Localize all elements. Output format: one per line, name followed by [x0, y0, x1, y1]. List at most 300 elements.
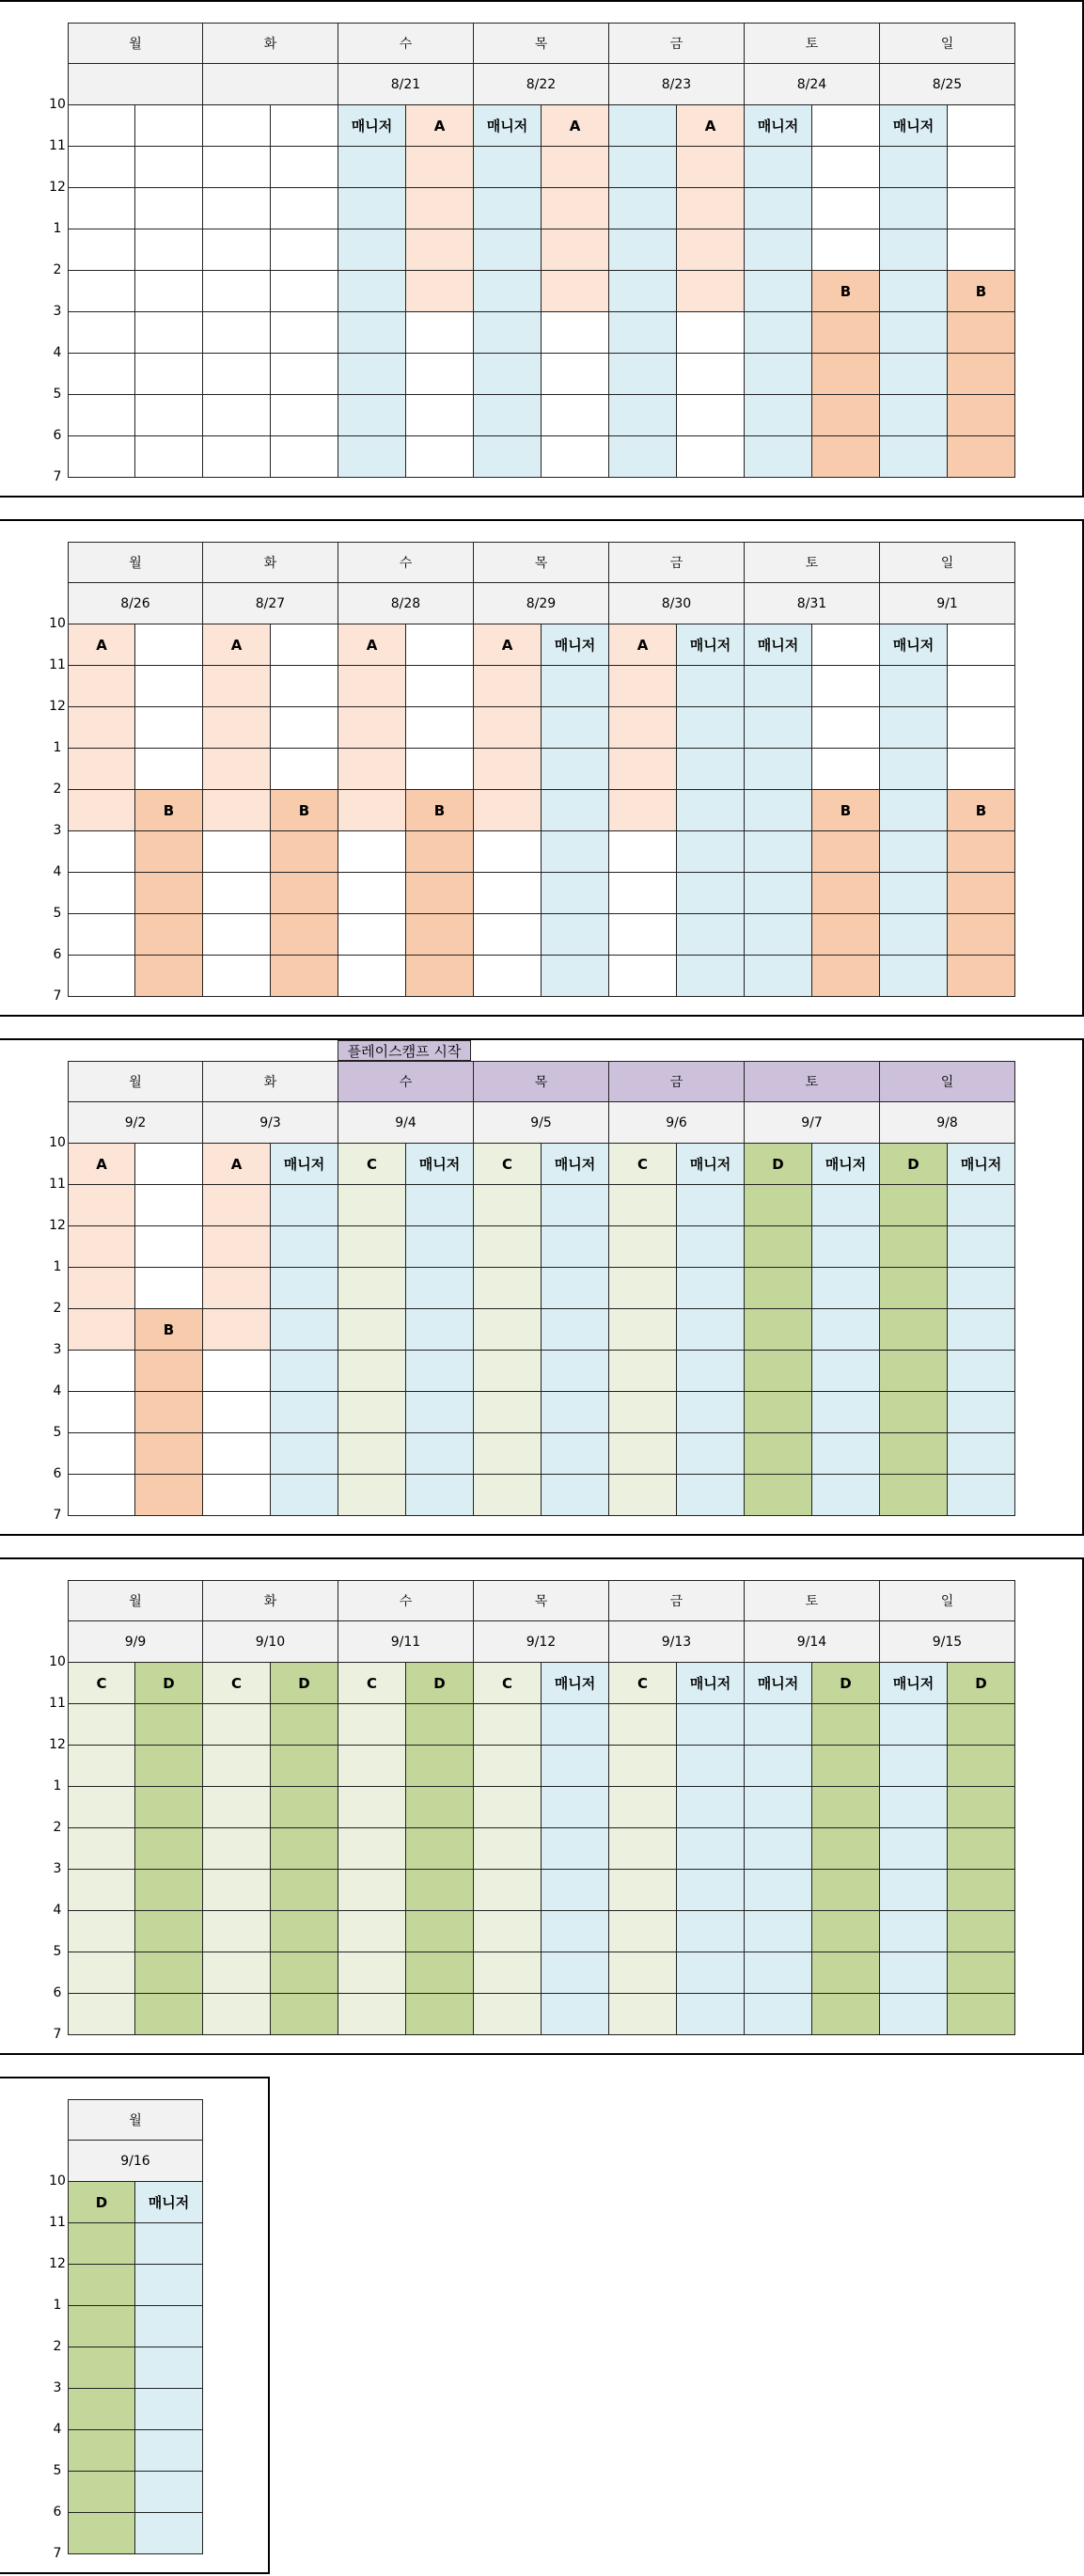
date-cell: 8/22	[474, 64, 609, 105]
shift-cell	[880, 1309, 948, 1351]
hour-label: 3	[53, 1861, 62, 1876]
shift-cell	[677, 1787, 745, 1828]
shift-cell	[135, 2347, 203, 2389]
shift-cell: C	[338, 1144, 406, 1185]
shift-cell	[677, 1828, 745, 1870]
shift-cell	[812, 147, 880, 188]
shift-cell	[745, 1952, 812, 1994]
time-slot-row	[68, 790, 1015, 831]
shift-cell	[203, 1828, 271, 1870]
shift-cell	[948, 1746, 1015, 1787]
day-name-cell: 월	[68, 542, 203, 583]
shift-cell	[271, 271, 338, 312]
hour-label: 10	[49, 616, 66, 631]
shift-cell	[880, 873, 948, 914]
shift-cell	[542, 790, 609, 831]
shift-cell	[542, 188, 609, 229]
shift-cell: C	[474, 1663, 542, 1704]
shift-cell	[812, 1704, 880, 1746]
shift-cell	[68, 1870, 135, 1911]
day-name-cell: 월	[68, 1580, 203, 1621]
shift-cell	[948, 1268, 1015, 1309]
shift-cell: 매니저	[271, 1144, 338, 1185]
time-slot-row	[68, 1144, 1015, 1185]
shift-cell: B	[948, 790, 1015, 831]
shift-cell	[271, 1185, 338, 1226]
shift-cell	[542, 1994, 609, 2035]
shift-cell: 매니저	[880, 105, 948, 147]
hour-label: 7	[53, 1508, 62, 1523]
shift-cell	[745, 1870, 812, 1911]
shift-cell	[271, 1433, 338, 1475]
time-slot-row	[68, 2223, 203, 2265]
shift-cell	[474, 1994, 542, 2035]
shift-cell	[135, 873, 203, 914]
day-name-row	[68, 23, 1015, 64]
shift-cell	[948, 147, 1015, 188]
time-slot-row	[68, 1392, 1015, 1433]
time-slot-row	[68, 666, 1015, 707]
time-slot-row	[68, 1870, 1015, 1911]
shift-cell	[948, 229, 1015, 271]
shift-cell	[609, 914, 677, 956]
shift-cell	[203, 1746, 271, 1787]
shift-cell	[68, 1351, 135, 1392]
shift-cell	[135, 1144, 203, 1185]
hour-label: 11	[49, 1696, 66, 1711]
shift-cell: C	[338, 1663, 406, 1704]
shift-cell	[271, 229, 338, 271]
shift-cell	[948, 1433, 1015, 1475]
hour-label: 6	[53, 1985, 62, 2000]
shift-cell	[880, 1911, 948, 1952]
shift-cell	[745, 312, 812, 354]
shift-cell: B	[406, 790, 474, 831]
shift-cell	[203, 707, 271, 749]
shift-cell	[474, 873, 542, 914]
date-cell: 9/6	[609, 1102, 745, 1144]
shift-cell	[609, 229, 677, 271]
shift-cell	[68, 1309, 135, 1351]
shift-cell	[609, 1828, 677, 1870]
date-row	[68, 1621, 1015, 1663]
shift-cell	[203, 831, 271, 873]
shift-cell	[474, 666, 542, 707]
shift-cell	[745, 1268, 812, 1309]
date-cell: 9/9	[68, 1621, 203, 1663]
shift-cell	[135, 707, 203, 749]
date-cell: 9/3	[203, 1102, 338, 1144]
shift-cell	[406, 1746, 474, 1787]
shift-cell	[880, 666, 948, 707]
shift-cell	[135, 956, 203, 997]
hour-label: 7	[53, 2546, 62, 2561]
shift-cell	[135, 749, 203, 790]
shift-cell	[474, 229, 542, 271]
shift-cell	[406, 1433, 474, 1475]
shift-cell	[474, 956, 542, 997]
shift-cell	[948, 105, 1015, 147]
date-cell: 9/12	[474, 1621, 609, 1663]
hour-label: 2	[53, 262, 62, 277]
hour-label: 11	[49, 138, 66, 153]
shift-cell	[338, 271, 406, 312]
shift-cell	[68, 436, 135, 478]
shift-cell	[880, 188, 948, 229]
week-panel	[0, 2077, 270, 2574]
shift-cell	[812, 1952, 880, 1994]
shift-cell	[68, 105, 135, 147]
time-slot-row	[68, 2472, 203, 2513]
shift-cell	[68, 1433, 135, 1475]
shift-cell: D	[68, 2182, 135, 2223]
shift-cell	[812, 1746, 880, 1787]
shift-cell	[812, 1787, 880, 1828]
shift-cell	[542, 1787, 609, 1828]
shift-cell	[203, 105, 271, 147]
shift-cell	[880, 956, 948, 997]
shift-cell	[542, 749, 609, 790]
shift-cell	[812, 1828, 880, 1870]
shift-cell	[609, 436, 677, 478]
shift-cell	[812, 1911, 880, 1952]
shift-cell	[812, 749, 880, 790]
shift-cell	[406, 1828, 474, 1870]
day-name-cell: 일	[880, 1061, 1015, 1102]
shift-cell	[474, 312, 542, 354]
shift-cell	[406, 914, 474, 956]
shift-cell: 매니저	[880, 624, 948, 666]
shift-cell: 매니저	[880, 1663, 948, 1704]
shift-cell	[203, 749, 271, 790]
shift-cell	[135, 1475, 203, 1516]
shift-cell	[338, 1185, 406, 1226]
shift-cell	[406, 1309, 474, 1351]
shift-cell	[406, 1226, 474, 1268]
time-slot-row	[68, 2513, 203, 2554]
shift-cell	[203, 1787, 271, 1828]
date-cell	[203, 64, 338, 105]
shift-cell	[474, 271, 542, 312]
time-slot-row	[68, 1226, 1015, 1268]
shift-cell	[609, 312, 677, 354]
shift-cell	[338, 1870, 406, 1911]
shift-cell	[542, 1433, 609, 1475]
shift-cell	[406, 873, 474, 914]
shift-cell	[880, 831, 948, 873]
shift-cell: D	[271, 1663, 338, 1704]
time-slot-row	[68, 2430, 203, 2472]
shift-cell	[948, 1787, 1015, 1828]
shift-cell	[745, 707, 812, 749]
shift-cell	[880, 395, 948, 436]
hour-label: 11	[49, 1177, 66, 1192]
shift-cell: A	[68, 1144, 135, 1185]
shift-cell	[68, 831, 135, 873]
shift-cell: D	[135, 1663, 203, 1704]
shift-cell	[542, 1268, 609, 1309]
hour-label: 1	[53, 1778, 62, 1794]
date-cell: 9/1	[880, 583, 1015, 624]
shift-cell: A	[203, 624, 271, 666]
shift-cell	[271, 707, 338, 749]
shift-cell	[203, 436, 271, 478]
shift-cell	[203, 229, 271, 271]
time-slot-row	[68, 2265, 203, 2306]
shift-cell	[812, 956, 880, 997]
shift-cell	[745, 1185, 812, 1226]
day-name-cell: 화	[203, 1580, 338, 1621]
hour-label: 7	[53, 2027, 62, 2042]
shift-cell	[68, 2306, 135, 2347]
shift-cell	[406, 395, 474, 436]
time-slot-row	[68, 749, 1015, 790]
hour-label: 1	[53, 2298, 62, 2313]
shift-cell	[948, 354, 1015, 395]
hour-label: 6	[53, 947, 62, 962]
shift-cell	[542, 1746, 609, 1787]
shift-cell	[880, 914, 948, 956]
hour-label: 11	[49, 657, 66, 672]
shift-cell	[203, 1911, 271, 1952]
shift-cell: C	[474, 1144, 542, 1185]
shift-cell	[474, 790, 542, 831]
hour-label: 1	[53, 221, 62, 236]
shift-cell	[542, 1309, 609, 1351]
shift-cell	[474, 749, 542, 790]
shift-cell	[271, 749, 338, 790]
shift-cell	[948, 1952, 1015, 1994]
day-name-cell: 화	[203, 542, 338, 583]
shift-cell	[406, 1870, 474, 1911]
date-cell: 9/14	[745, 1621, 880, 1663]
shift-cell	[474, 1226, 542, 1268]
shift-cell	[812, 354, 880, 395]
shift-cell: 매니저	[474, 105, 542, 147]
shift-cell	[271, 1309, 338, 1351]
shift-cell	[338, 1994, 406, 2035]
shift-cell	[812, 831, 880, 873]
hour-label: 6	[53, 1466, 62, 1481]
day-name-row	[68, 542, 1015, 583]
shift-cell: C	[203, 1663, 271, 1704]
shift-cell	[948, 436, 1015, 478]
shift-cell	[745, 271, 812, 312]
shift-cell: D	[812, 1663, 880, 1704]
shift-cell	[609, 147, 677, 188]
shift-cell	[271, 1828, 338, 1870]
time-slot-row	[68, 1185, 1015, 1226]
shift-cell	[677, 1911, 745, 1952]
shift-cell	[609, 1226, 677, 1268]
shift-cell	[406, 707, 474, 749]
time-slot-row	[68, 2389, 203, 2430]
shift-cell	[677, 436, 745, 478]
shift-cell	[474, 1433, 542, 1475]
shift-cell	[203, 1351, 271, 1392]
date-cell: 8/26	[68, 583, 203, 624]
shift-cell	[338, 666, 406, 707]
shift-cell	[474, 1828, 542, 1870]
shift-cell	[338, 1911, 406, 1952]
day-name-row	[68, 2099, 203, 2141]
shift-cell	[948, 1392, 1015, 1433]
shift-cell	[677, 666, 745, 707]
shift-cell	[68, 1994, 135, 2035]
hour-label: 4	[53, 345, 62, 360]
shift-cell	[677, 147, 745, 188]
shift-cell: 매니저	[677, 1144, 745, 1185]
shift-cell: 매니저	[406, 1144, 474, 1185]
shift-cell	[135, 1268, 203, 1309]
shift-cell	[948, 1911, 1015, 1952]
shift-cell	[745, 666, 812, 707]
shift-cell	[880, 229, 948, 271]
shift-cell	[812, 914, 880, 956]
day-name-cell: 화	[203, 23, 338, 64]
shift-cell	[338, 1952, 406, 1994]
shift-cell	[812, 1433, 880, 1475]
shift-cell	[338, 354, 406, 395]
time-slot-row	[68, 188, 1015, 229]
shift-cell	[68, 914, 135, 956]
shift-cell	[135, 1994, 203, 2035]
shift-cell	[203, 956, 271, 997]
shift-cell	[338, 1268, 406, 1309]
shift-cell: B	[812, 790, 880, 831]
shift-cell: D	[948, 1663, 1015, 1704]
shift-cell	[68, 2347, 135, 2389]
shift-cell	[474, 1351, 542, 1392]
shift-cell: A	[609, 624, 677, 666]
shift-cell	[609, 395, 677, 436]
shift-cell	[880, 1392, 948, 1433]
shift-cell	[68, 1787, 135, 1828]
day-name-cell: 수	[338, 23, 474, 64]
time-slot-row	[68, 229, 1015, 271]
shift-cell	[68, 312, 135, 354]
shift-cell	[609, 271, 677, 312]
hour-label: 7	[53, 988, 62, 1004]
shift-cell: 매니저	[745, 105, 812, 147]
shift-cell	[338, 1787, 406, 1828]
shift-cell: A	[474, 624, 542, 666]
shift-cell	[203, 790, 271, 831]
shift-cell	[948, 312, 1015, 354]
shift-cell	[812, 105, 880, 147]
shift-cell	[474, 707, 542, 749]
shift-cell	[271, 1704, 338, 1746]
shift-cell	[474, 1952, 542, 1994]
shift-cell	[609, 1911, 677, 1952]
shift-cell	[338, 790, 406, 831]
shift-cell	[68, 1226, 135, 1268]
shift-cell	[609, 354, 677, 395]
shift-cell	[271, 105, 338, 147]
shift-cell	[880, 1268, 948, 1309]
time-slot-row	[68, 1268, 1015, 1309]
shift-cell	[474, 188, 542, 229]
shift-cell	[745, 831, 812, 873]
shift-cell	[812, 707, 880, 749]
shift-cell	[203, 1268, 271, 1309]
shift-cell	[68, 1911, 135, 1952]
shift-cell	[812, 1392, 880, 1433]
shift-cell	[135, 624, 203, 666]
shift-cell	[68, 2513, 135, 2554]
shift-cell	[406, 956, 474, 997]
time-slot-row	[68, 1309, 1015, 1351]
shift-cell	[812, 188, 880, 229]
shift-cell	[406, 354, 474, 395]
shift-cell	[474, 831, 542, 873]
shift-cell	[135, 914, 203, 956]
date-cell: 9/16	[68, 2141, 203, 2182]
shift-cell	[542, 1185, 609, 1226]
day-name-row	[68, 1061, 1015, 1102]
shift-cell	[948, 749, 1015, 790]
shift-cell	[609, 1704, 677, 1746]
shift-cell	[677, 229, 745, 271]
shift-cell	[135, 2306, 203, 2347]
shift-cell	[542, 707, 609, 749]
shift-cell	[135, 1787, 203, 1828]
shift-cell	[948, 1704, 1015, 1746]
shift-cell	[745, 1392, 812, 1433]
shift-cell	[271, 956, 338, 997]
shift-cell	[203, 1226, 271, 1268]
shift-cell	[271, 188, 338, 229]
shift-cell	[542, 1828, 609, 1870]
shift-cell	[880, 271, 948, 312]
shift-cell	[406, 749, 474, 790]
shift-cell	[406, 1392, 474, 1433]
shift-cell	[880, 1226, 948, 1268]
shift-cell	[68, 1392, 135, 1433]
shift-cell	[677, 1392, 745, 1433]
shift-cell	[880, 436, 948, 478]
hour-label: 7	[53, 469, 62, 484]
shift-cell	[271, 1787, 338, 1828]
shift-cell	[135, 2265, 203, 2306]
date-row	[68, 2141, 203, 2182]
shift-cell	[271, 666, 338, 707]
shift-cell	[406, 1475, 474, 1516]
shift-cell	[542, 956, 609, 997]
time-slot-row	[68, 914, 1015, 956]
shift-cell	[135, 1828, 203, 1870]
shift-cell	[474, 1704, 542, 1746]
shift-cell	[338, 873, 406, 914]
time-slot-row	[68, 2182, 203, 2223]
shift-cell	[271, 1994, 338, 2035]
shift-cell	[474, 1475, 542, 1516]
shift-cell: 매니저	[135, 2182, 203, 2223]
date-cell: 8/28	[338, 583, 474, 624]
shift-cell	[338, 1746, 406, 1787]
shift-cell	[677, 395, 745, 436]
shift-cell	[609, 1746, 677, 1787]
shift-cell	[880, 1704, 948, 1746]
shift-cell	[677, 873, 745, 914]
shift-cell	[609, 1433, 677, 1475]
week-panel	[0, 0, 1084, 498]
shift-cell	[338, 1704, 406, 1746]
shift-cell	[135, 2513, 203, 2554]
shift-cell	[474, 354, 542, 395]
shift-cell	[338, 956, 406, 997]
shift-cell	[880, 790, 948, 831]
